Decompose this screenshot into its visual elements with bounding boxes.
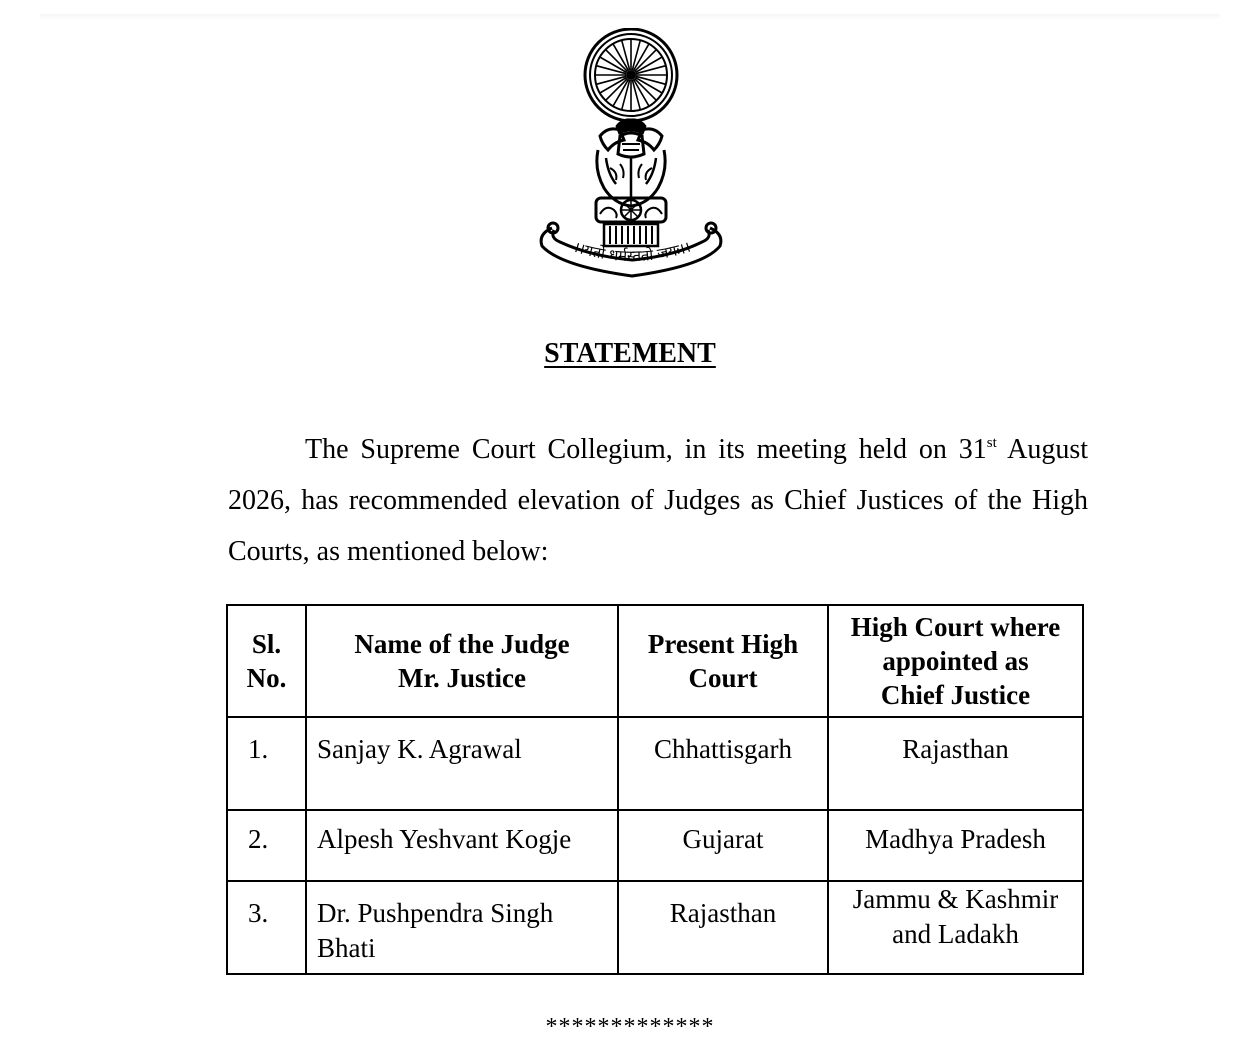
wheel-spoke <box>635 50 657 72</box>
top-edge <box>40 14 1220 20</box>
cell-appointed-court: Madhya Pradesh <box>828 810 1083 881</box>
judges-table <box>226 604 1084 975</box>
table-row <box>227 717 1083 810</box>
lion-capital-icon <box>596 119 666 246</box>
statement-paragraph <box>228 424 1088 577</box>
header-judge-name: Name of the Judge Mr. Justice <box>306 605 618 717</box>
end-of-document-marker: ************* <box>545 1014 715 1040</box>
cell-present-court: Rajasthan <box>618 881 828 974</box>
emblem-motto: ।।यतो धर्मस्ततो जयः।। <box>571 237 693 266</box>
supreme-court-emblem-icon <box>530 28 730 278</box>
table-header-row <box>227 605 1083 717</box>
table-row <box>227 810 1083 881</box>
table-row <box>227 881 1083 974</box>
ordinal-suffix: st <box>986 435 997 451</box>
cell-sl-no: 2. <box>227 810 306 881</box>
statement-title: STATEMENT <box>544 338 716 369</box>
wheel-spoke <box>606 79 628 101</box>
dharma-chakra-icon <box>585 29 677 121</box>
wheel-spoke <box>606 50 628 72</box>
cell-appointed-court: Jammu & Kashmir and Ladakh <box>828 881 1083 974</box>
cell-sl-no: 3. <box>227 881 306 974</box>
paragraph-text-1: The Supreme Court Collegium, in its meeting held on 31 <box>305 434 987 465</box>
header-present-high-court: Present High Court <box>618 605 828 717</box>
header-sl-no: Sl. No. <box>227 605 306 717</box>
header-appointed-high-court: High Court where appointed as Chief Justice <box>828 605 1083 717</box>
cell-present-court: Gujarat <box>618 810 828 881</box>
cell-judge-name: Sanjay K. Agrawal <box>306 717 618 810</box>
cell-judge-name: Alpesh Yeshvant Kogje <box>306 810 618 881</box>
cell-judge-name: Dr. Pushpendra Singh Bhati <box>306 881 618 974</box>
cell-present-court: Chhattisgarh <box>618 717 828 810</box>
paragraph-text-2: August 2026, has recommended elevation of Judges as Chief Justices of the High Courts, as mentioned below: <box>228 434 1088 567</box>
cell-sl-no: 1. <box>227 717 306 810</box>
cell-appointed-court: Rajasthan <box>828 717 1083 810</box>
wheel-spoke <box>635 79 657 101</box>
